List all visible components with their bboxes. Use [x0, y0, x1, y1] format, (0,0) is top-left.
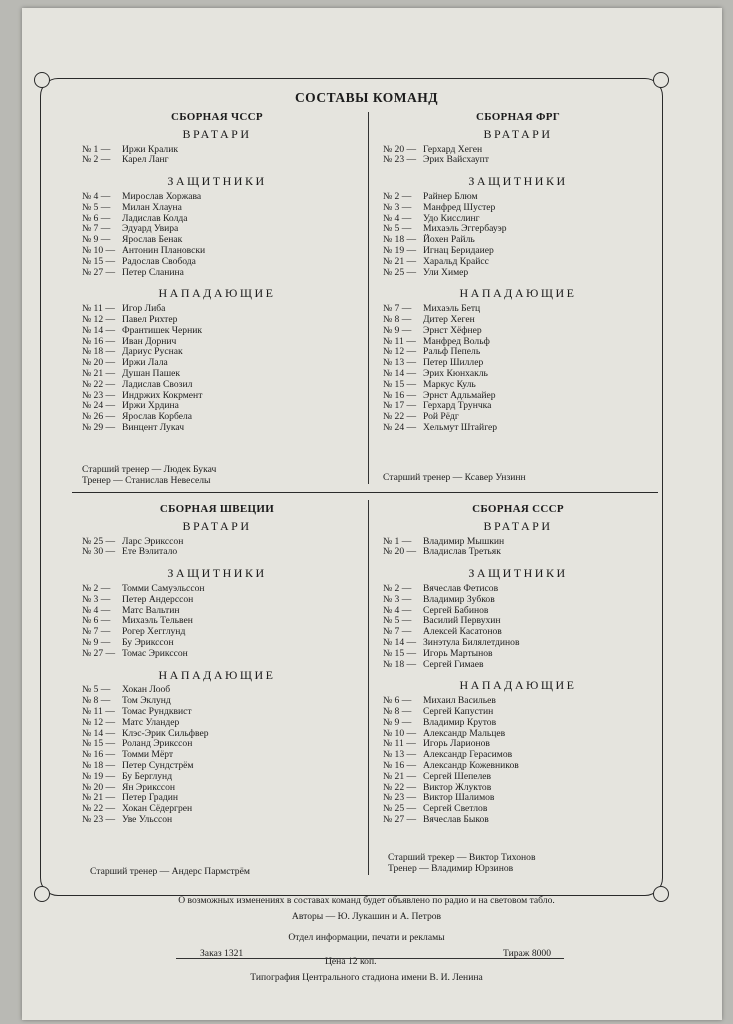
player-name: Дитер Хеген	[423, 313, 475, 325]
staff-line: Тренер — Владимир Юрзинов	[388, 863, 514, 874]
player-number: № 12 —	[82, 313, 116, 325]
player-number: № 20 —	[82, 357, 116, 369]
player-number: № 16 —	[383, 389, 417, 401]
player-name: Михаэль Тельвен	[122, 615, 193, 627]
player-number: № 21 —	[383, 255, 417, 267]
player-name: Удо Кисслинг	[423, 212, 480, 224]
player-number: № 20 —	[383, 143, 417, 155]
player-name: Эрих Кюнхакль	[423, 367, 488, 379]
player-name: Ярослав Корбела	[122, 411, 193, 423]
department-text: Отдел информации, печати и рекламы	[288, 932, 445, 943]
section-title-defenders: ЗАЩИТНИКИ	[468, 566, 568, 581]
team-sweden	[82, 504, 352, 826]
player-number: № 5 —	[383, 615, 412, 627]
player-number: № 15 —	[383, 647, 417, 659]
player-number: № 11 —	[82, 705, 115, 717]
section-gap	[383, 670, 653, 674]
player-name: Михаэль Эггербауэр	[423, 223, 507, 235]
player-number: № 7 —	[82, 223, 111, 235]
player-name: Карел Ланг	[122, 154, 169, 166]
section-title-defenders: ЗАЩИТНИКИ	[167, 566, 267, 581]
player-number: № 4 —	[383, 212, 412, 224]
player-name: Иржи Лала	[122, 357, 168, 369]
player-name: Рой Рёдг	[423, 411, 459, 423]
player-number: № 19 —	[383, 244, 417, 256]
player-number: № 4 —	[82, 604, 111, 616]
player-name: Зинэтула Билялетдинов	[423, 636, 520, 648]
player-number: № 6 —	[82, 615, 111, 627]
player-name: Индржих Кокрмент	[122, 389, 203, 401]
player-name: Ладислав Свозил	[122, 378, 193, 390]
player-name: Иржи Хрдина	[122, 400, 179, 412]
player-name: Хокан Сёдергрен	[122, 803, 193, 815]
player-name: Сергей Шепелев	[423, 770, 492, 782]
player-number: № 21 —	[82, 367, 116, 379]
player-number: № 8 —	[82, 695, 111, 707]
player-name: Владимир Зубков	[423, 593, 495, 605]
player-name: Виктор Шалимов	[423, 792, 495, 804]
player-number: № 2 —	[383, 190, 412, 202]
player-name: Хокан Лооб	[122, 684, 171, 696]
frame-corner-ornament	[34, 72, 50, 88]
player-number: № 4 —	[383, 604, 412, 616]
player-name: Винцент Лукач	[122, 421, 185, 433]
player-name: Василий Первухин	[423, 615, 501, 627]
player-number: № 16 —	[82, 335, 116, 347]
player-row	[82, 423, 352, 434]
player-number: № 20 —	[82, 781, 116, 793]
player-number: № 9 —	[383, 716, 412, 728]
team-name: СБОРНАЯ СССР	[472, 503, 564, 515]
player-row	[383, 547, 653, 558]
player-name: Петер Андерссон	[122, 593, 194, 605]
team-name: СБОРНАЯ ФРГ	[475, 111, 561, 123]
player-name: Ули Химер	[423, 266, 469, 278]
player-row	[82, 268, 352, 279]
player-number: № 5 —	[82, 684, 111, 696]
player-name: Манфред Шустер	[423, 201, 496, 213]
column-divider-bottom	[368, 500, 369, 875]
player-number: № 6 —	[383, 695, 412, 707]
player-name: Йохен Райль	[423, 234, 475, 246]
player-number: № 13 —	[383, 749, 417, 761]
player-name: Антонин Плановски	[122, 244, 206, 256]
player-number: № 12 —	[383, 346, 417, 358]
player-name: Михаил Васильев	[423, 695, 496, 707]
player-name: Томми Мёрт	[122, 749, 174, 761]
staff-line: Старший трекер — Виктор Тихонов	[388, 852, 536, 863]
player-number: № 7 —	[383, 626, 412, 638]
player-number: № 14 —	[82, 727, 116, 739]
player-name: Эдуард Увира	[122, 223, 179, 235]
player-name: Томас Рундквист	[122, 705, 192, 717]
player-number: № 22 —	[82, 803, 116, 815]
player-number: № 23 —	[383, 792, 417, 804]
player-number: № 21 —	[383, 770, 417, 782]
column-divider-top	[368, 112, 369, 484]
player-number: № 14 —	[383, 367, 417, 379]
player-number: № 23 —	[82, 813, 116, 825]
player-number: № 8 —	[383, 705, 412, 717]
player-number: № 21 —	[82, 792, 116, 804]
player-number: № 24 —	[82, 400, 116, 412]
player-number: № 7 —	[383, 303, 412, 315]
team-ussr	[383, 504, 653, 826]
player-name: Ральф Пепель	[423, 346, 481, 358]
staff-line: Старший тренер — Андерс Пармстрём	[90, 866, 250, 877]
player-number: № 26 —	[82, 411, 116, 423]
section-divider	[72, 492, 658, 493]
player-number: № 22 —	[383, 411, 417, 423]
player-name: Хельмут Штайгер	[423, 421, 498, 433]
player-name: Клэс-Эрик Сильфвер	[122, 727, 209, 739]
player-name: Петер Сундстрём	[122, 759, 194, 771]
player-number: № 4 —	[82, 190, 111, 202]
player-number: № 12 —	[82, 716, 116, 728]
staff-sweden	[90, 866, 250, 877]
player-name: Петер Шиллер	[423, 357, 484, 369]
section-title-goalkeepers: ВРАТАРИ	[182, 126, 252, 141]
player-name: Вячеслав Фетисов	[423, 582, 499, 594]
section-title-defenders: ЗАЩИТНИКИ	[468, 174, 568, 189]
section-gap	[82, 660, 352, 664]
player-name: Райнер Блюм	[423, 190, 478, 202]
team-czechoslovakia	[82, 112, 352, 434]
player-name: Франтишек Черник	[122, 324, 203, 336]
player-name: Томми Самуэльссон	[122, 582, 205, 594]
player-name: Матс Уландер	[122, 716, 180, 728]
player-name: Михаэль Бетц	[423, 303, 481, 315]
player-number: № 15 —	[82, 738, 116, 750]
player-name: Александр Мальцев	[423, 727, 506, 739]
player-number: № 10 —	[82, 244, 116, 256]
player-number: № 23 —	[383, 154, 417, 166]
section-title-defenders: ЗАЩИТНИКИ	[167, 174, 267, 189]
player-name: Сергей Светлов	[423, 803, 488, 815]
staff-czechoslovakia	[82, 464, 216, 486]
player-number: № 18 —	[82, 759, 116, 771]
player-number: № 1 —	[383, 535, 412, 547]
player-number: № 20 —	[383, 546, 417, 558]
section-title-goalkeepers: ВРАТАРИ	[483, 518, 553, 533]
player-number: № 8 —	[383, 313, 412, 325]
player-name: Эрнст Адльмайер	[423, 389, 496, 401]
page-title: СОСТАВЫ КОМАНД	[294, 90, 439, 105]
player-row	[383, 268, 653, 279]
player-name: Бу Эриксcон	[122, 636, 174, 648]
player-number: № 18 —	[383, 658, 417, 670]
player-name: Сергей Бабинов	[423, 604, 489, 616]
player-row	[383, 155, 653, 166]
player-name: Владимир Мышкин	[423, 535, 505, 547]
player-name: Петер Сланина	[122, 266, 184, 278]
player-number: № 30 —	[82, 546, 116, 558]
player-number: № 14 —	[383, 636, 417, 648]
player-number: № 15 —	[383, 378, 417, 390]
player-number: № 9 —	[383, 324, 412, 336]
player-number: № 18 —	[82, 346, 116, 358]
player-name: Ете Вэлитало	[122, 546, 178, 558]
team-name: СБОРНАЯ ЧССР	[171, 111, 263, 123]
printer-text: Типография Центрального стадиона имени В. И. Ленина	[250, 972, 483, 983]
player-number: № 1 —	[82, 143, 111, 155]
player-name: Иван Дорнич	[122, 335, 177, 347]
player-number: № 6 —	[82, 212, 111, 224]
player-number: № 16 —	[383, 759, 417, 771]
player-number: № 23 —	[82, 389, 116, 401]
section-gap	[82, 558, 352, 562]
player-row	[383, 423, 653, 434]
player-number: № 17 —	[383, 400, 417, 412]
section-gap	[383, 278, 653, 282]
player-number: № 11 —	[383, 335, 416, 347]
player-name: Эрих Вайсхаупт	[423, 154, 489, 166]
player-number: № 15 —	[82, 255, 116, 267]
player-number: № 27 —	[82, 647, 116, 659]
player-name: Сергей Гимаев	[423, 658, 484, 670]
player-number: № 9 —	[82, 636, 111, 648]
player-number: № 13 —	[383, 357, 417, 369]
footer-divider	[176, 958, 564, 959]
player-name: Иржи Кралик	[122, 143, 179, 155]
player-number: № 16 —	[82, 749, 116, 761]
player-number: № 9 —	[82, 234, 111, 246]
player-row	[383, 660, 653, 671]
player-number: № 14 —	[82, 324, 116, 336]
player-number: № 2 —	[383, 582, 412, 594]
player-number: № 3 —	[383, 593, 412, 605]
player-name: Сергей Капустин	[423, 705, 494, 717]
player-name: Манфред Вольф	[423, 335, 490, 347]
player-name: Эрнст Хёфнер	[423, 324, 482, 336]
player-name: Алексей Касатонов	[423, 626, 502, 638]
player-row	[82, 547, 352, 558]
team-west-germany	[383, 112, 653, 434]
player-number: № 27 —	[82, 266, 116, 278]
price: Цена 12 коп.	[325, 956, 377, 967]
section-gap	[383, 166, 653, 170]
authors-text: Авторы — Ю. Лукашин и А. Петров	[291, 911, 442, 922]
staff-west-germany	[383, 472, 526, 483]
player-name: Ян Эриксcон	[122, 781, 176, 793]
player-row	[383, 815, 653, 826]
player-number: № 2 —	[82, 582, 111, 594]
player-name: Игор Либа	[122, 303, 166, 315]
player-name: Александр Кожевников	[423, 759, 519, 771]
player-number: № 25 —	[383, 266, 417, 278]
player-number: № 7 —	[82, 626, 111, 638]
section-gap	[82, 166, 352, 170]
player-name: Павел Рихтер	[122, 313, 178, 325]
player-name: Душан Пашек	[122, 367, 181, 379]
frame-corner-ornament	[653, 72, 669, 88]
player-row	[82, 155, 352, 166]
player-number: № 24 —	[383, 421, 417, 433]
player-number: № 22 —	[82, 378, 116, 390]
player-number: № 11 —	[383, 738, 416, 750]
player-name: Радослав Свобода	[122, 255, 196, 267]
section-gap	[383, 558, 653, 562]
player-number: № 5 —	[383, 223, 412, 235]
player-number: № 3 —	[82, 593, 111, 605]
player-name: Владимир Крутов	[423, 716, 497, 728]
player-name: Маркус Куль	[423, 378, 476, 390]
player-number: № 22 —	[383, 781, 417, 793]
player-name: Матс Вальтин	[122, 604, 180, 616]
staff-line: Старший тренер — Ксавер Унзинн	[383, 472, 526, 483]
player-number: № 25 —	[383, 803, 417, 815]
player-number: № 29 —	[82, 421, 116, 433]
player-number: № 10 —	[383, 727, 417, 739]
player-name: Игнац Беридаиер	[423, 244, 494, 256]
player-number: № 25 —	[82, 535, 116, 547]
player-name: Харальд Крайсс	[423, 255, 489, 267]
notice-text: О возможных изменениях в составах команд будет объявлено по радио и на световом табло.	[178, 895, 555, 906]
player-row	[82, 649, 352, 660]
staff-ussr	[388, 852, 536, 874]
player-name: Игорь Мартынов	[423, 647, 493, 659]
player-name: Уве Ульссон	[122, 813, 173, 825]
player-number: № 27 —	[383, 813, 417, 825]
player-name: Ярослав Бенак	[122, 234, 183, 246]
section-title-forwards: НАПАДАЮЩИЕ	[158, 286, 276, 301]
section-title-goalkeepers: ВРАТАРИ	[483, 126, 553, 141]
player-name: Том Эклунд	[122, 695, 171, 707]
player-number: № 18 —	[383, 234, 417, 246]
player-name: Герхард Трунчка	[423, 400, 492, 412]
player-name: Ладислав Колда	[122, 212, 188, 224]
player-name: Петер Градин	[122, 792, 178, 804]
section-title-forwards: НАПАДАЮЩИЕ	[158, 667, 276, 682]
player-name: Александр Герасимов	[423, 749, 513, 761]
player-name: Мирослав Хоржава	[122, 190, 202, 202]
player-name: Вячеслав Быков	[423, 813, 489, 825]
section-gap	[82, 278, 352, 282]
player-name: Виктор Жлуктов	[423, 781, 492, 793]
team-name: СБОРНАЯ ШВЕЦИИ	[159, 503, 275, 515]
section-title-forwards: НАПАДАЮЩИЕ	[459, 678, 577, 693]
player-name: Ларс Эриксcон	[122, 535, 184, 547]
section-title-forwards: НАПАДАЮЩИЕ	[459, 286, 577, 301]
player-name: Дариус Руснак	[122, 346, 183, 358]
order-number: Заказ 1321	[200, 948, 244, 959]
player-number: № 19 —	[82, 770, 116, 782]
player-number: № 2 —	[82, 154, 111, 166]
player-name: Герхард Хеген	[423, 143, 483, 155]
player-name: Бу Берглунд	[122, 770, 173, 782]
player-number: № 3 —	[383, 201, 412, 213]
player-row	[82, 815, 352, 826]
player-name: Владислав Третьяк	[423, 546, 501, 558]
player-name: Рогер Хегглунд	[122, 626, 186, 638]
player-name: Игорь Ларионов	[423, 738, 490, 750]
player-name: Милан Хлауна	[122, 201, 182, 213]
player-number: № 5 —	[82, 201, 111, 213]
player-name: Томас Эриксcон	[122, 647, 188, 659]
print-run: Тираж 8000	[503, 948, 552, 959]
staff-line: Старший тренер — Людек Букач	[82, 464, 217, 475]
player-name: Роланд Эриксcон	[122, 738, 193, 750]
player-number: № 11 —	[82, 303, 115, 315]
staff-line: Тренер — Станислав Невеселы	[82, 475, 211, 486]
section-title-goalkeepers: ВРАТАРИ	[182, 518, 252, 533]
